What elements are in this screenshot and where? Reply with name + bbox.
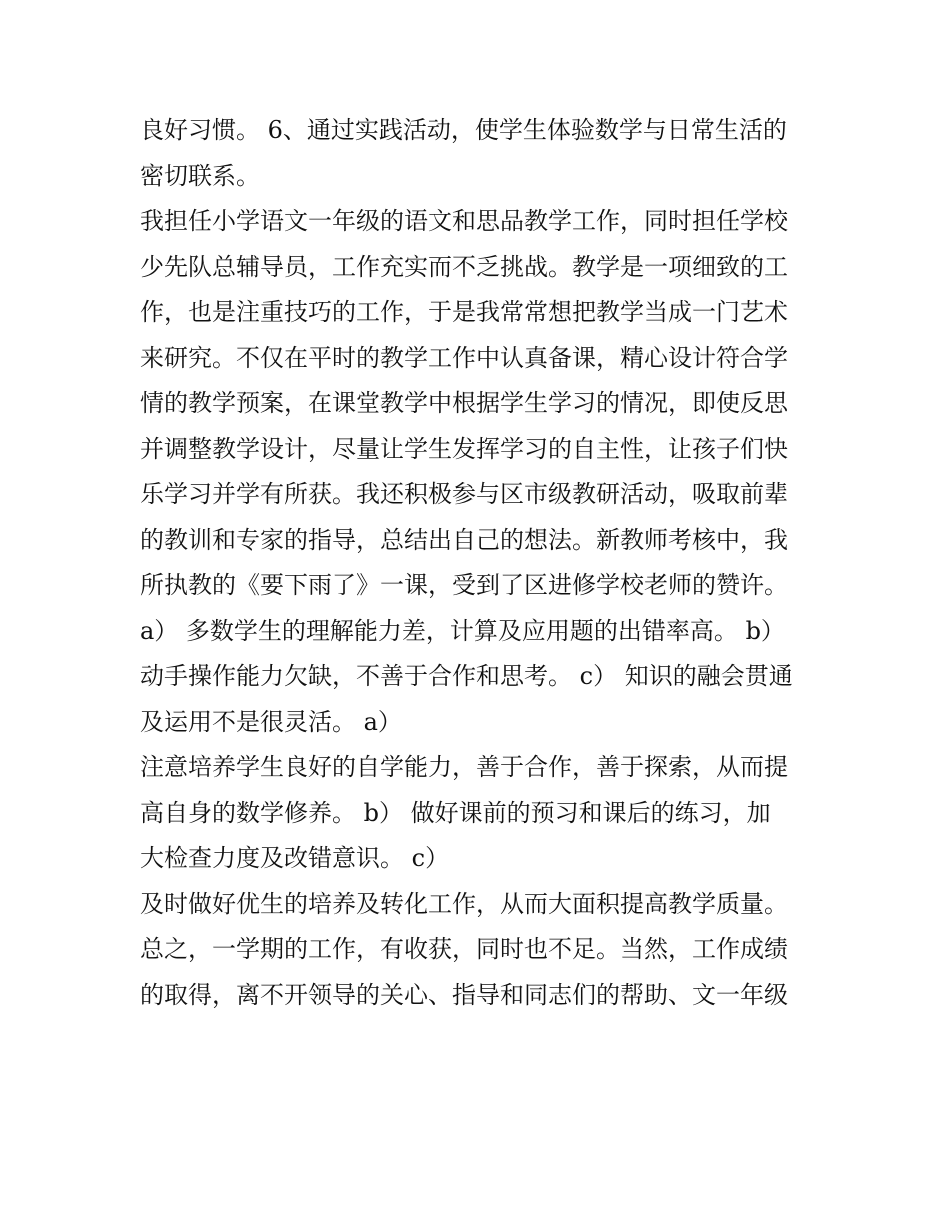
text-line: 的教训和专家的指导，总结出自己的想法。新教师考核中，我 [140,525,788,554]
body-text [140,108,830,1018]
text-line: 总之，一学期的工作，有收获，同时也不足。当然，工作成绩 [140,935,788,963]
text-line: 并调整教学设计，尽量让学生发挥学习的自主性，让孩子们快 [140,434,788,463]
text-line: a） 多数学生的理解能力差，计算及应用题的出错率高。 b） [140,616,785,645]
text-line: 的取得，离不开领导的关心、指导和同志们的帮助、文一年级 [140,980,788,1009]
text-line: 来研究。不仅在平时的教学工作中认真备课，精心设计符合学 [140,343,788,372]
text-line: 作，也是注重技巧的工作，于是我常常想把教学当成一门艺术 [140,298,788,326]
text-line: 情的教学预案，在课堂教学中根据学生学习的情况，即使反思 [140,389,788,417]
text-line: 及时做好优生的培养及转化工作，从而大面积提高教学质量。 [140,889,788,918]
text-line: 所执教的《要下雨了》一课，受到了区进修学校老师的赞许。 [140,571,788,599]
text-line: 密切联系。 [140,161,260,190]
text-line: 及运用不是很灵活。 a） [140,707,402,736]
text-line: 高自身的数学修养。 b） 做好课前的预习和课后的练习，加 [140,798,771,827]
text-line: 动手操作能力欠缺，不善于合作和思考。 c） 知识的融会贯通 [140,662,793,690]
text-line: 注意培养学生良好的自学能力，善于合作，善于探索，从而提 [140,753,788,781]
text-line: 大检查力度及改错意识。 c） [140,844,450,872]
text-line: 良好习惯。 6、通过实践活动，使学生体验数学与日常生活的 [140,116,787,144]
text-line: 乐学习并学有所获。我还积极参与区市级教研活动，吸取前辈 [140,480,788,508]
text-line: 少先队总辅导员，工作充实而不乏挑战。教学是一项细致的工 [140,252,788,281]
text-line: 我担任小学语文一年级的语文和思品教学工作，同时担任学校 [140,207,788,235]
